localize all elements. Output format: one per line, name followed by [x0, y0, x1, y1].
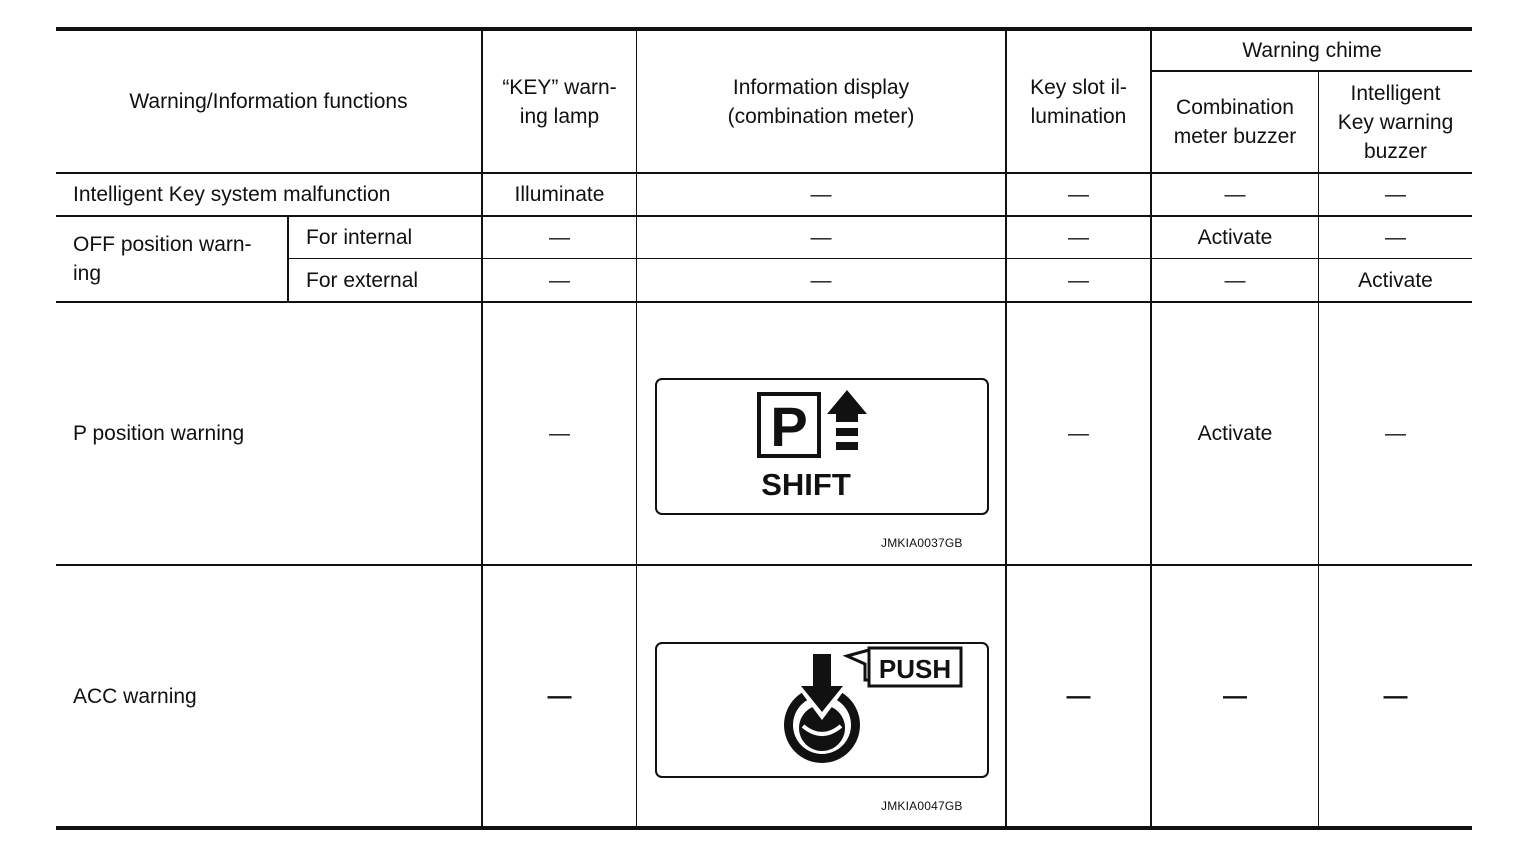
- header-key-slot: [1007, 31, 1150, 172]
- off-external-sub-text: For external: [306, 268, 419, 292]
- p-position-illustration-cell: [637, 303, 1005, 564]
- acc-illustration-cell: [637, 566, 1005, 826]
- acc-key-lamp-text: —: [547, 682, 572, 710]
- malfunction-key-lamp: [483, 174, 636, 215]
- header-meter-buzzer: [1152, 72, 1318, 172]
- p-position-key-slot: [1007, 303, 1150, 564]
- malfunction-key-buzzer-text: —: [1385, 183, 1406, 206]
- off-external-info-display: [637, 259, 1005, 301]
- acc-illustration-code: JMKIA0047GB: [881, 799, 963, 813]
- header-key-lamp-text: “KEY” warn- ing lamp: [502, 75, 617, 128]
- p-position-key-buzzer-text: —: [1385, 422, 1406, 445]
- off-external-key-lamp-text: —: [549, 268, 570, 292]
- off-external-key-slot-text: —: [1068, 268, 1089, 292]
- acc-key-buzzer: [1319, 566, 1472, 826]
- malfunction-key-lamp-text: Illuminate: [514, 183, 605, 206]
- off-internal-meter-buzzer: [1152, 217, 1318, 258]
- malfunction-meter-buzzer: [1152, 174, 1318, 215]
- p-position-meter-buzzer-text: Activate: [1197, 422, 1273, 445]
- off-external-key-slot: [1007, 259, 1150, 301]
- off-position-label: [56, 217, 287, 301]
- p-shift-display-panel: [655, 378, 989, 515]
- p-position-label: [56, 303, 481, 564]
- acc-label: [56, 566, 481, 826]
- off-internal-info-display-text: —: [810, 226, 832, 249]
- header-key-lamp: [483, 31, 636, 172]
- header-functions: [56, 31, 481, 172]
- off-internal-key-lamp: [483, 217, 636, 258]
- header-functions-text: Warning/Information functions: [129, 90, 408, 113]
- off-internal-sub: [289, 217, 481, 258]
- warning-function-table: [56, 27, 1472, 830]
- acc-key-slot: [1007, 566, 1150, 826]
- header-key-slot-text: Key slot il- lumination: [1030, 75, 1127, 128]
- shift-text: SHIFT: [761, 467, 851, 502]
- malfunction-info-display: [637, 174, 1005, 215]
- off-internal-key-slot: [1007, 217, 1150, 258]
- p-position-key-buzzer: [1319, 303, 1472, 564]
- off-internal-key-slot-text: —: [1068, 226, 1089, 249]
- acc-meter-buzzer-text: —: [1223, 682, 1247, 710]
- malfunction-key-slot: [1007, 174, 1150, 215]
- malfunction-info-display-text: —: [810, 183, 832, 206]
- off-external-sub: [289, 259, 481, 301]
- off-external-meter-buzzer: [1152, 259, 1318, 301]
- acc-key-slot-text: —: [1066, 682, 1091, 710]
- acc-key-buzzer-text: —: [1383, 682, 1408, 710]
- push-text: PUSH: [878, 654, 952, 684]
- off-external-key-buzzer-text: Activate: [1358, 268, 1433, 292]
- p-position-key-lamp-text: —: [549, 422, 570, 445]
- p-position-meter-buzzer: [1152, 303, 1318, 564]
- off-internal-info-display: [637, 217, 1005, 258]
- acc-key-lamp: [483, 566, 636, 826]
- malfunction-meter-buzzer-text: —: [1224, 183, 1246, 206]
- p-position-key-lamp: [483, 303, 636, 564]
- header-meter-buzzer-text: Combination meter buzzer: [1173, 96, 1297, 148]
- off-internal-key-lamp-text: —: [549, 226, 570, 249]
- off-internal-key-buzzer: [1319, 217, 1472, 258]
- off-internal-meter-buzzer-text: Activate: [1197, 226, 1273, 249]
- header-info-display: [637, 31, 1005, 172]
- off-external-key-buzzer: [1319, 259, 1472, 301]
- p-shift-icon: [655, 378, 989, 515]
- off-external-info-display-text: —: [810, 268, 832, 292]
- header-key-buzzer: [1319, 72, 1472, 172]
- header-key-buzzer-text: Intelligent Key warning buzzer: [1337, 81, 1454, 163]
- p-letter: P: [770, 395, 808, 458]
- p-position-key-slot-text: —: [1068, 422, 1089, 445]
- off-external-meter-buzzer-text: —: [1224, 268, 1246, 292]
- push-button-icon: [655, 642, 989, 778]
- p-position-label-text: P position warning: [73, 422, 245, 445]
- header-warning-chime: [1152, 31, 1472, 70]
- table-bottom-rule: [56, 826, 1472, 830]
- off-external-key-lamp: [483, 259, 636, 301]
- off-position-label-text: OFF position warn- ing: [73, 233, 252, 285]
- acc-meter-buzzer: [1152, 566, 1318, 826]
- malfunction-key-slot-text: —: [1068, 183, 1089, 206]
- malfunction-label-text: Intelligent Key system malfunction: [73, 183, 391, 206]
- off-internal-key-buzzer-text: —: [1385, 226, 1406, 249]
- header-info-display-text: Information display (combination meter): [727, 75, 915, 128]
- acc-label-text: ACC warning: [73, 684, 197, 708]
- malfunction-key-buzzer: [1319, 174, 1472, 215]
- off-internal-sub-text: For internal: [306, 226, 413, 249]
- p-illustration-code: JMKIA0037GB: [881, 536, 963, 550]
- malfunction-label: [56, 174, 481, 215]
- acc-push-display-panel: [655, 642, 989, 778]
- header-warning-chime-text: Warning chime: [1242, 39, 1382, 62]
